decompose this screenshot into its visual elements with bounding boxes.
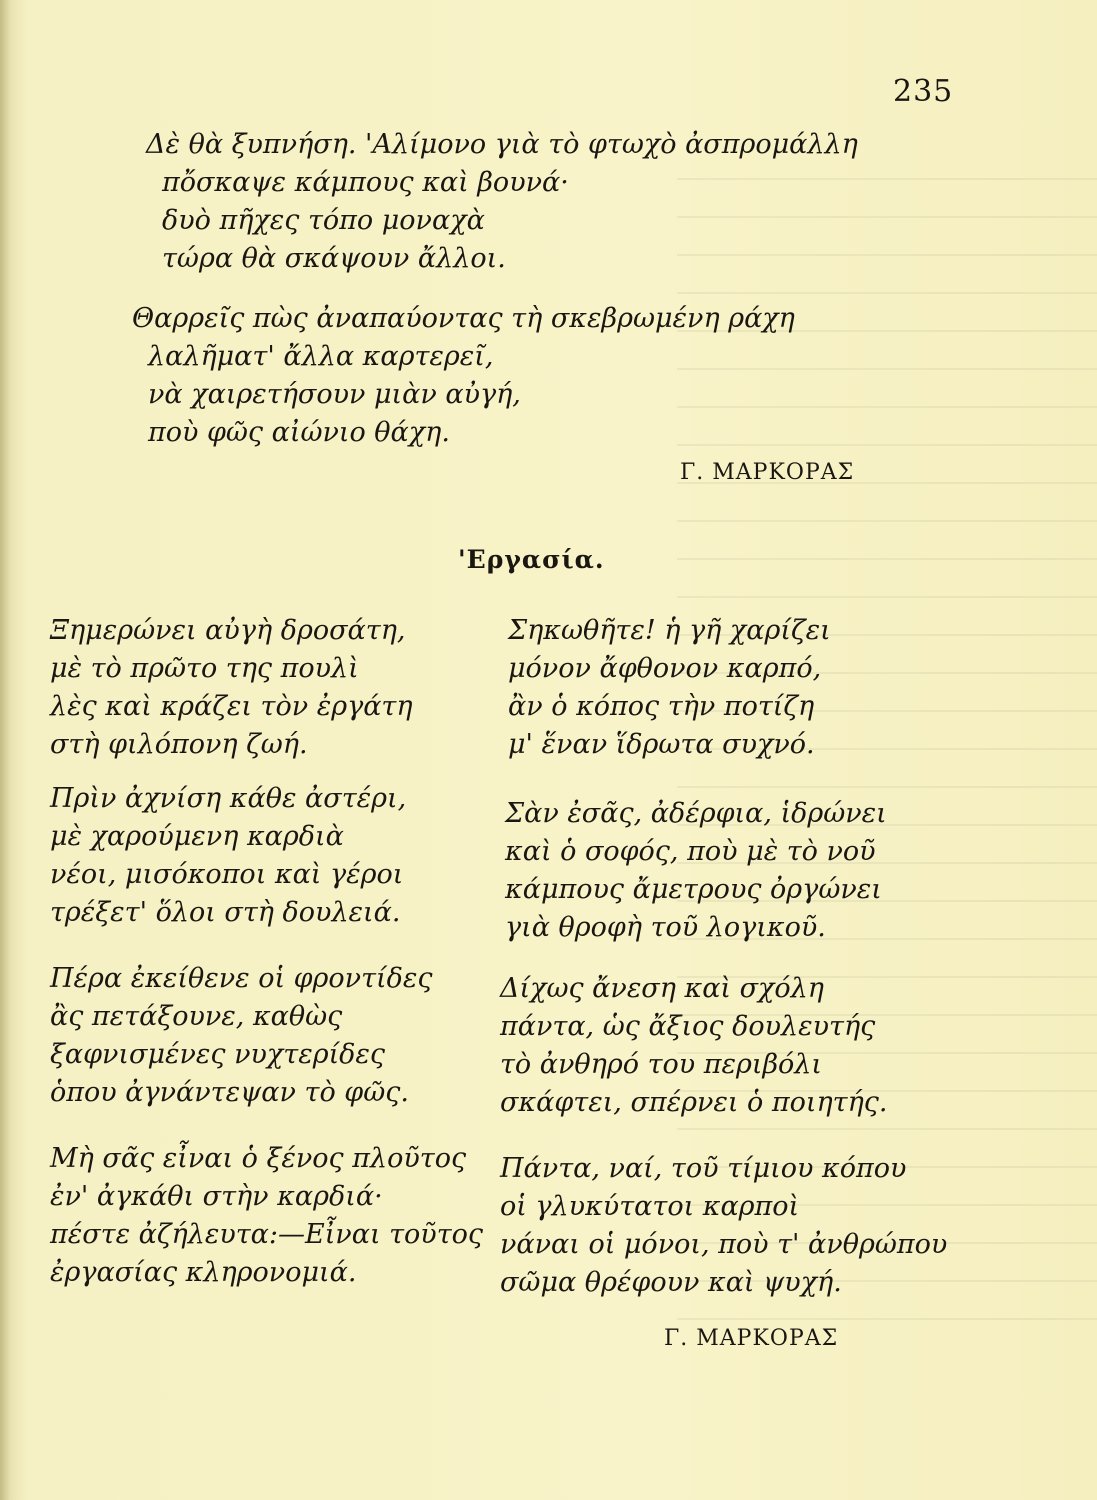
poem-line: τώρα θὰ σκάψουν ἄλλοι. — [162, 243, 506, 274]
poem2-left-stanza1 — [50, 612, 413, 764]
poem-line: Πάντα, ναί, τοῦ τίμιου κόπου — [500, 1153, 907, 1184]
poem-line: Ξημερώνει αὐγὴ δροσάτη, — [50, 615, 406, 646]
poem-line: μὲ χαρούμενη καρδιὰ — [50, 821, 344, 852]
poem-line: μὲ τὸ πρῶτο της πουλὶ — [50, 653, 359, 684]
poem2-signature: Γ. ΜΑΡΚΟΡΑΣ — [664, 1326, 839, 1351]
poem-line: δυὸ πῆχες τόπο μοναχὰ — [162, 205, 485, 236]
poem-line: μ' ἕναν ἵδρωτα συχνό. — [508, 729, 815, 760]
poem-line: Σὰν ἐσᾶς, ἀδέρφια, ἱδρώνει — [505, 798, 887, 829]
poem-line: κάμπους ἄμετρους ὀργώνει — [505, 874, 882, 905]
poem1-stanza1 — [146, 126, 858, 278]
poem-line: σκάφτει, σπέρνει ὁ ποιητής. — [500, 1087, 888, 1118]
poem2-right-stanza2 — [505, 795, 887, 947]
page-number: 235 — [893, 74, 954, 109]
page-gutter-shadow — [0, 0, 10, 1500]
poem-line: νάναι οἱ μόνοι, ποὺ τ' ἀνθρώπου — [500, 1229, 948, 1260]
poem-line: Θαρρεῖς πὼς ἀναπαύοντας τὴ σκεβρωμένη ράχη — [132, 303, 795, 334]
poem-line: μόνον ἄφθονον καρπό, — [508, 653, 822, 684]
poem-line: ἂν ὁ κόπος τὴν ποτίζη — [508, 691, 815, 722]
poem2-left-stanza3 — [50, 960, 432, 1112]
poem-line: ξαφνισμένες νυχτερίδες — [50, 1039, 386, 1070]
poem-line: νέοι, μισόκοποι καὶ γέροι — [50, 859, 404, 890]
poem-line: τὸ ἀνθηρό του περιβόλι — [500, 1049, 823, 1080]
poem1-signature: Γ. ΜΑΡΚΟΡΑΣ — [680, 460, 855, 485]
poem-line: λὲς καὶ κράζει τὸν ἐργάτη — [50, 691, 413, 722]
poem-line: ὁπου ἀγνάντεψαν τὸ φῶς. — [50, 1077, 409, 1108]
poem-line: οἱ γλυκύτατοι καρποὶ — [500, 1191, 800, 1222]
poem-line: Δίχως ἄνεση καὶ σχόλη — [500, 973, 824, 1004]
poem-line: στὴ φιλόπονη ζωή. — [50, 729, 308, 760]
poem-line: σῶμα θρέφουν καὶ ψυχή. — [500, 1267, 842, 1298]
poem2-title: 'Εργασία. — [458, 545, 605, 574]
poem-line: Πέρα ἐκείθενε οἱ φροντίδες — [50, 963, 433, 994]
poem-line: Πρὶν ἀχνίση κάθε ἀστέρι, — [50, 783, 407, 814]
poem-line: πὄσκαψε κάμπους καὶ βουνά· — [162, 167, 569, 198]
poem-line: ἐν' ἀγκάθι στὴν καρδιά· — [50, 1181, 383, 1212]
poem-line: πάντα, ὡς ἄξιος δουλευτής — [500, 1011, 876, 1042]
poem-line: ἂς πετάξουνε, καθὼς — [50, 1001, 343, 1032]
poem-line: Σηκωθῆτε! ἡ γῆ χαρίζει — [508, 615, 831, 646]
poem2-right-stanza4 — [500, 1150, 947, 1302]
poem2-right-stanza1 — [508, 612, 831, 764]
poem2-right-stanza3 — [500, 970, 887, 1122]
poem-line: πέστε ἀζήλευτα:—Εἶναι τοῦτος — [50, 1219, 484, 1250]
poem-line: γιὰ θροφὴ τοῦ λογικοῦ. — [505, 912, 826, 943]
poem1-stanza2 — [132, 300, 795, 452]
poem-line: νὰ χαιρετήσουν μιὰν αὐγή, — [148, 379, 521, 410]
poem-line: καὶ ὁ σοφός, ποὺ μὲ τὸ νοῦ — [505, 836, 876, 867]
poem-line: Μὴ σᾶς εἶναι ὁ ξένος πλοῦτος — [50, 1143, 467, 1174]
poem2-left-stanza2 — [50, 780, 406, 932]
poem2-left-stanza4 — [50, 1140, 483, 1292]
poem-line: Δὲ θὰ ξυπνήση. 'Αλίμονο γιὰ τὸ φτωχὸ ἀσπρομάλλη — [146, 129, 858, 160]
poem-line: τρέξετ' ὅλοι στὴ δουλειά. — [50, 897, 401, 928]
poem-line: ποὺ φῶς αἰώνιο θάχη. — [148, 417, 450, 448]
poem-line: λαλῆματ' ἄλλα καρτερεῖ, — [148, 341, 494, 372]
poem-line: ἐργασίας κληρονομιά. — [50, 1257, 357, 1288]
